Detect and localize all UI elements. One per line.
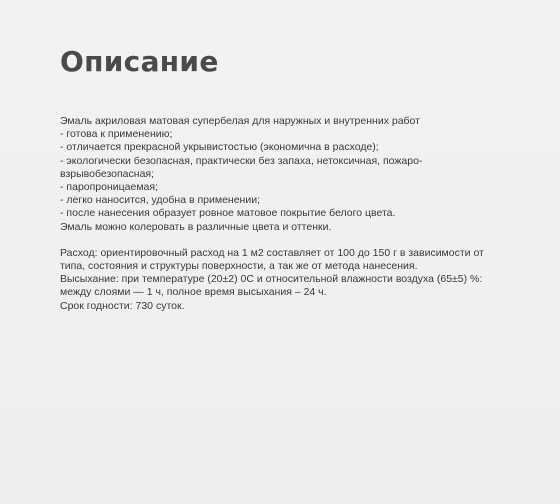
description-line: - экологически безопасная, практически без запаха, нетоксичная, пожаро- [60,154,423,167]
description-line: - готова к применению; [60,128,173,141]
description-line: - паропроницаемая; [60,181,159,194]
description-body [60,115,530,313]
page-title: Описание [60,45,219,78]
description-line: Эмаль можно колеровать в различные цвета и оттенки. [60,220,332,233]
description-paragraph [60,115,530,234]
description-line: - легко наносится, удобна в применении; [60,194,260,207]
description-line: - после нанесения образует ровное матовое покрытие белого цвета. [60,207,396,220]
specs-line: Высыхание: при температуре (20±2) 0С и относительной влажности воздуха (65±5) %: [60,273,483,286]
specs-line: Расход: ориентировочный расход на 1 м2 составляет от 100 до 150 г в зависимости от [60,246,484,259]
specs-line: типа, состояния и структуры поверхности, а так же от метода нанесения. [60,260,418,273]
description-line: взрывобезопасная; [60,167,155,180]
description-line: Эмаль акриловая матовая супербелая для наружных и внутренних работ [60,115,420,127]
specs-line: Срок годности: 730 суток. [60,299,185,312]
specs-line: между слоями — 1 ч, полное время высыхания – 24 ч. [60,286,327,299]
description-line: - отличается прекрасной укрывистостью (экономична в расходе); [60,141,379,154]
specs-paragraph [60,247,530,313]
paragraph-spacer [60,234,530,247]
